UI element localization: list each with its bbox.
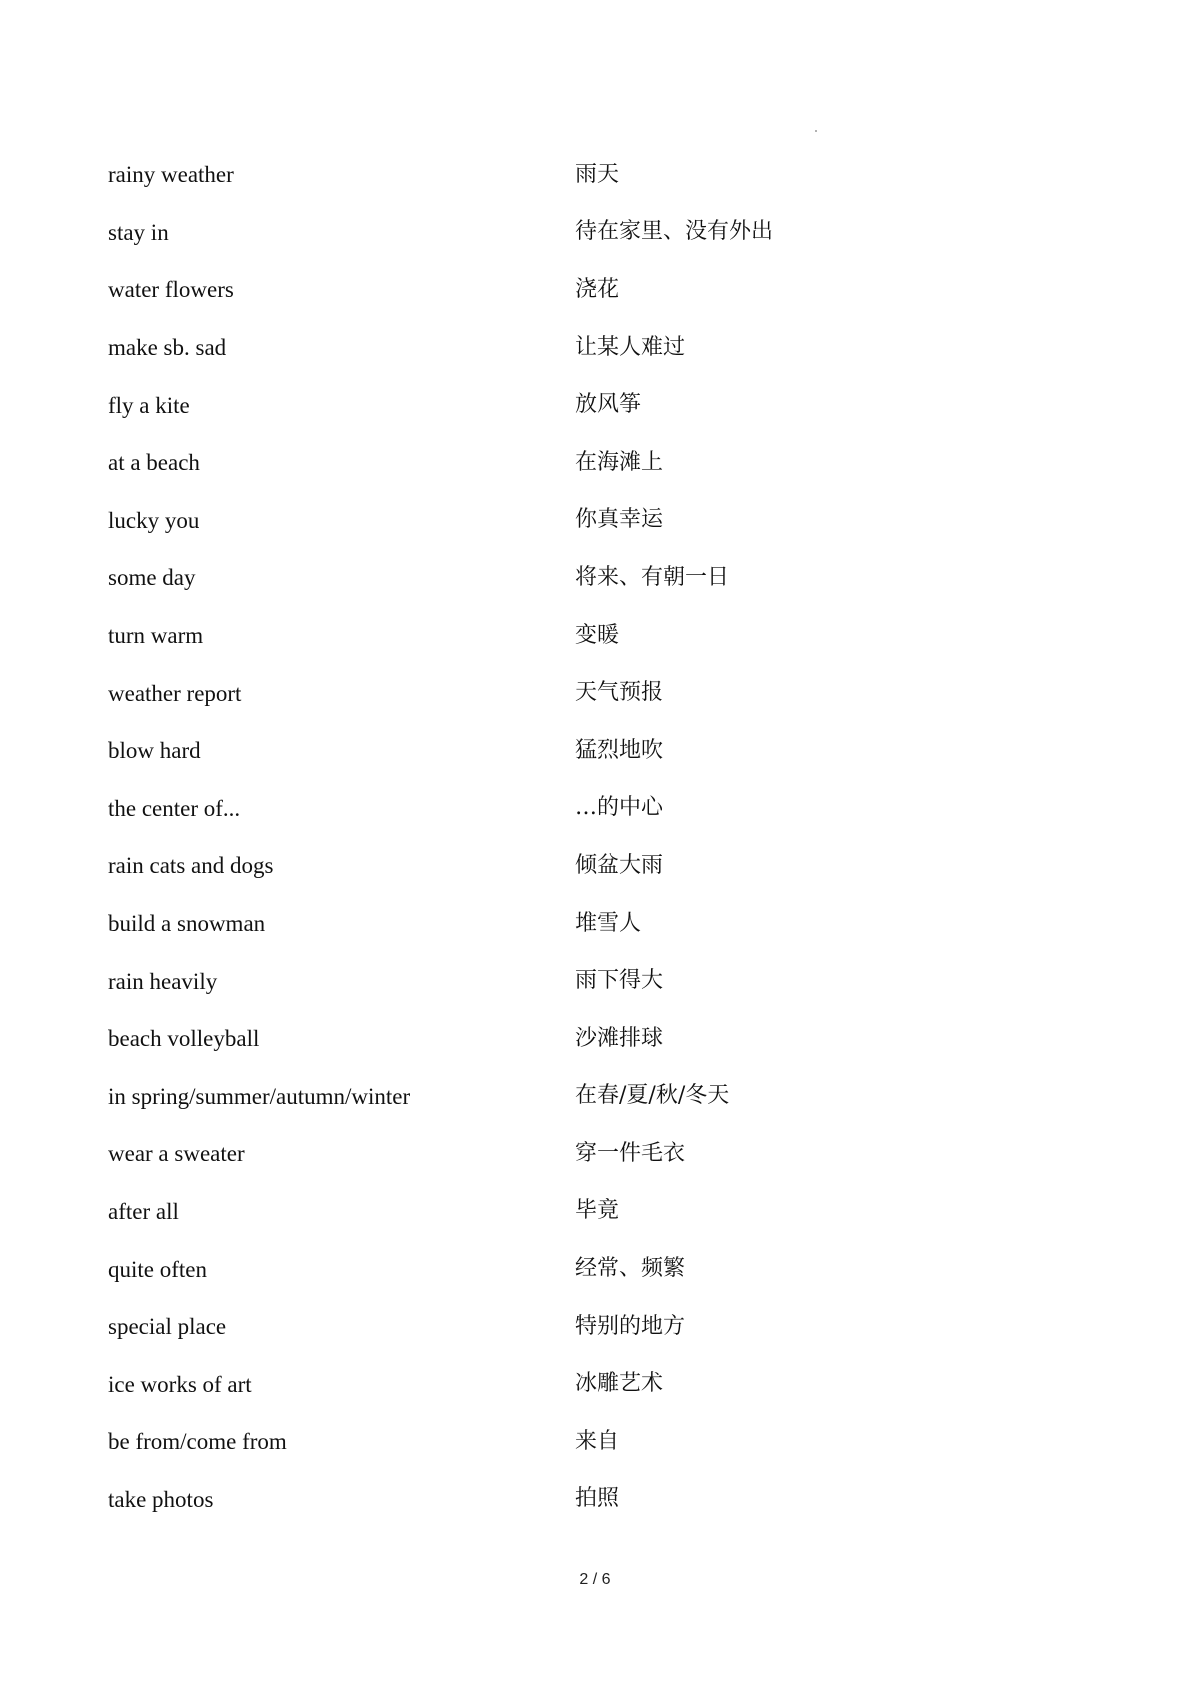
chinese-meaning: 变暖	[575, 622, 620, 648]
vocab-row	[108, 146, 1008, 204]
english-phrase: take photos	[108, 1486, 214, 1512]
chinese-meaning: 倾盆大雨	[575, 852, 664, 878]
chinese-meaning: 毕竟	[575, 1198, 620, 1224]
english-phrase: beach volleyball	[108, 1026, 260, 1052]
english-phrase: ice works of art	[108, 1371, 252, 1397]
vocab-row	[108, 780, 1008, 838]
english-phrase: weather report	[108, 680, 242, 706]
vocab-row	[108, 664, 1008, 722]
vocab-row	[108, 1010, 1008, 1068]
vocab-row	[108, 952, 1008, 1010]
chinese-meaning: 你真幸运	[575, 507, 664, 533]
chinese-meaning: 经常、频繁	[575, 1256, 686, 1282]
vocab-row	[108, 1240, 1008, 1298]
vocab-row	[108, 1413, 1008, 1471]
vocab-row	[108, 492, 1008, 550]
chinese-meaning: 雨下得大	[575, 968, 664, 994]
english-phrase: at a beach	[108, 450, 200, 476]
english-phrase: blow hard	[108, 738, 201, 764]
chinese-meaning: 特别的地方	[575, 1313, 686, 1339]
english-phrase: in spring/summer/autumn/winter	[108, 1083, 411, 1109]
vocab-row	[108, 204, 1008, 262]
vocab-row	[108, 376, 1008, 434]
vocab-row	[108, 549, 1008, 607]
english-phrase: rain cats and dogs	[108, 853, 274, 879]
english-phrase: the center of...	[108, 795, 241, 821]
chinese-meaning: 天气预报	[575, 680, 664, 706]
vocabulary-list	[108, 146, 1008, 1528]
vocab-row	[108, 261, 1008, 319]
chinese-meaning: 穿一件毛衣	[575, 1140, 686, 1166]
english-phrase: quite often	[108, 1256, 207, 1282]
chinese-meaning: 在春/夏/秋/冬天	[575, 1083, 730, 1109]
vocab-row	[108, 607, 1008, 665]
vocab-row	[108, 1125, 1008, 1183]
vocab-row	[108, 837, 1008, 895]
english-phrase: stay in	[108, 219, 169, 245]
english-phrase: be from/come from	[108, 1429, 287, 1455]
english-phrase: special place	[108, 1314, 227, 1340]
english-phrase: rainy weather	[108, 162, 234, 188]
chinese-meaning: …的中心	[575, 795, 664, 821]
chinese-meaning: 沙滩排球	[575, 1025, 664, 1051]
chinese-meaning: 将来、有朝一日	[575, 564, 730, 590]
chinese-meaning: 拍照	[575, 1486, 620, 1512]
scan-speck	[815, 130, 817, 132]
vocab-row	[108, 722, 1008, 780]
chinese-meaning: 让某人难过	[575, 334, 686, 360]
page-number: 2 / 6	[579, 1571, 611, 1588]
chinese-meaning: 雨天	[575, 161, 620, 187]
english-phrase: some day	[108, 565, 196, 591]
english-phrase: turn warm	[108, 623, 204, 649]
vocab-row	[108, 1471, 1008, 1529]
english-phrase: build a snowman	[108, 911, 266, 937]
english-phrase: rain heavily	[108, 968, 218, 994]
english-phrase: make sb. sad	[108, 335, 227, 361]
chinese-meaning: 来自	[575, 1428, 620, 1454]
english-phrase: fly a kite	[108, 392, 190, 418]
vocab-row	[108, 434, 1008, 492]
english-phrase: after all	[108, 1198, 179, 1224]
vocab-row	[108, 1068, 1008, 1126]
vocab-row	[108, 319, 1008, 377]
chinese-meaning: 在海滩上	[575, 449, 664, 475]
vocab-row	[108, 1355, 1008, 1413]
vocab-row	[108, 895, 1008, 953]
vocab-row	[108, 1183, 1008, 1241]
chinese-meaning: 放风筝	[575, 392, 642, 418]
chinese-meaning: 待在家里、没有外出	[575, 219, 774, 245]
chinese-meaning: 堆雪人	[575, 910, 642, 936]
english-phrase: wear a sweater	[108, 1141, 245, 1167]
chinese-meaning: 猛烈地吹	[575, 737, 664, 763]
chinese-meaning: 浇花	[575, 276, 620, 302]
chinese-meaning: 冰雕艺术	[575, 1371, 664, 1397]
english-phrase: water flowers	[108, 277, 234, 303]
english-phrase: lucky you	[108, 507, 200, 533]
vocab-row	[108, 1298, 1008, 1356]
